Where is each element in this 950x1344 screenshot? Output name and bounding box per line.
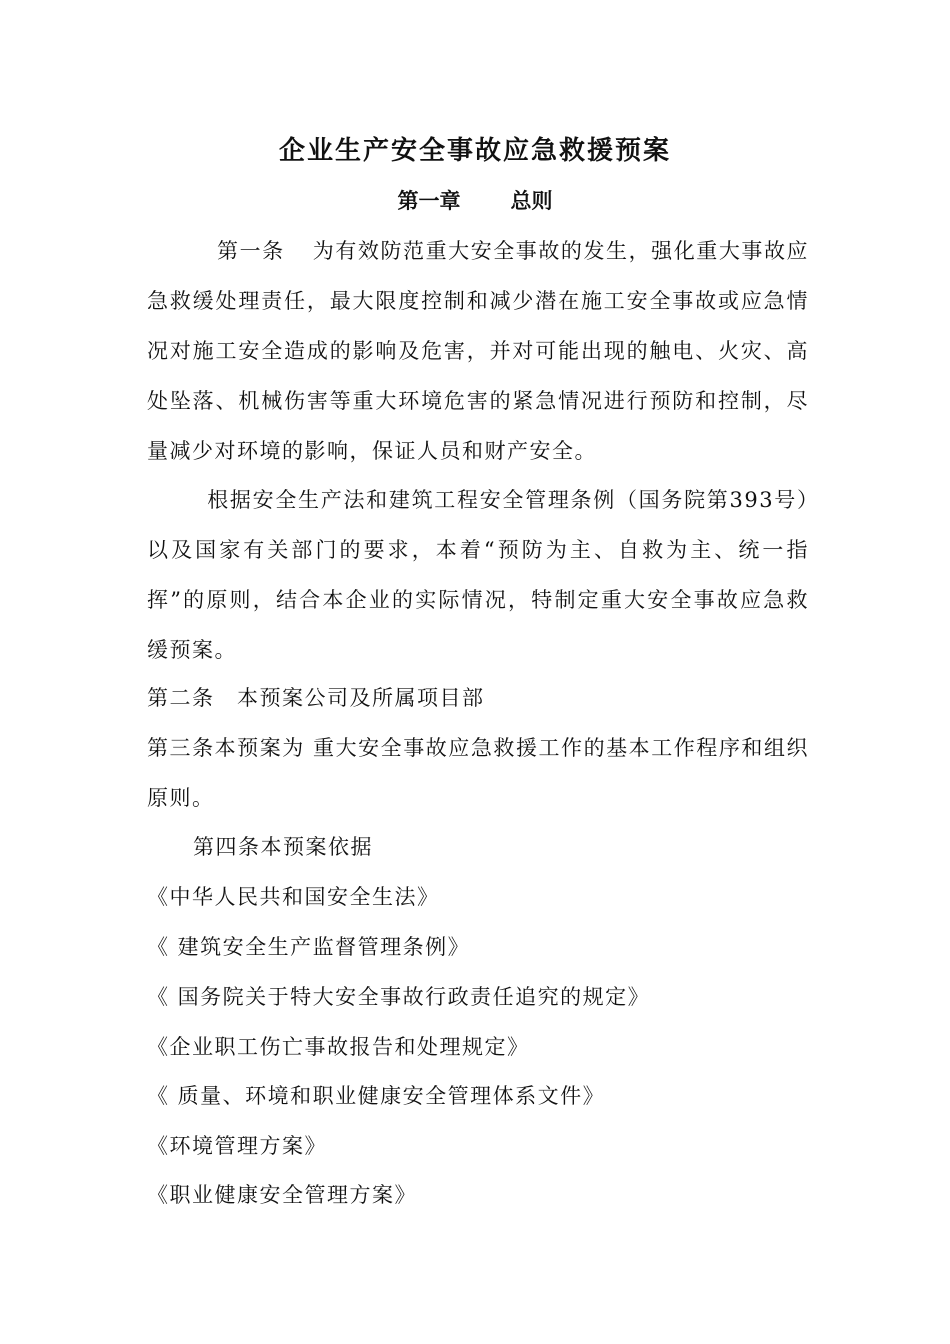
article-3: 第三条本预案为 重大安全事故应急救援工作的基本工作程序和组织原则。 [147, 736, 809, 810]
reference-item: 《 国务院关于特大安全事故行政责任追究的规定》 [147, 985, 651, 1009]
article-4: 第四条本预案依据 [193, 835, 373, 859]
basis-paragraph [147, 475, 809, 675]
basis-text: 根据安全生产法和建筑工程安全管理条例（国务院第393号）以及国家有关部门的要求，本着“预防为主、自救为主、统一指挥”的原则，结合本企业的实际情况，特制定重大安全事故应急救缓预案。 [147, 488, 809, 662]
article-1-label: 第一条 [217, 239, 285, 263]
reference-item: 《中华人民共和国安全生法》 [147, 885, 440, 909]
article-2: 第二条 本预案公司及所属项目部 [147, 686, 485, 710]
chapter-name: 总则 [510, 188, 553, 213]
reference-item: 《企业职工伤亡事故报告和处理规定》 [147, 1035, 530, 1059]
reference-item: 《环境管理方案》 [147, 1134, 327, 1158]
chapter-heading [0, 185, 950, 217]
reference-item: 《 质量、环境和职业健康安全管理体系文件》 [147, 1084, 606, 1108]
document-title: 企业生产安全事故应急救援预案 [278, 136, 671, 166]
reference-item: 《职业健康安全管理方案》 [147, 1183, 417, 1207]
reference-item: 《 建筑安全生产监督管理条例》 [147, 935, 471, 959]
chapter-number: 第一章 [397, 188, 461, 213]
article-1-text: 为有效防范重大安全事故的发生，强化重大事故应急救缓处理责任，最大限度控制和减少潜在施工安全事故或应急情况对施工安全造成的影响及危害，并对可能出现的触电、火灾、高处坠落、机械伤害等重大环境危害的紧急情况进行预防和控制，尽量减少对环境的影响，保证人员和财产安全。 [147, 239, 810, 463]
article-1-paragraph [147, 226, 809, 476]
